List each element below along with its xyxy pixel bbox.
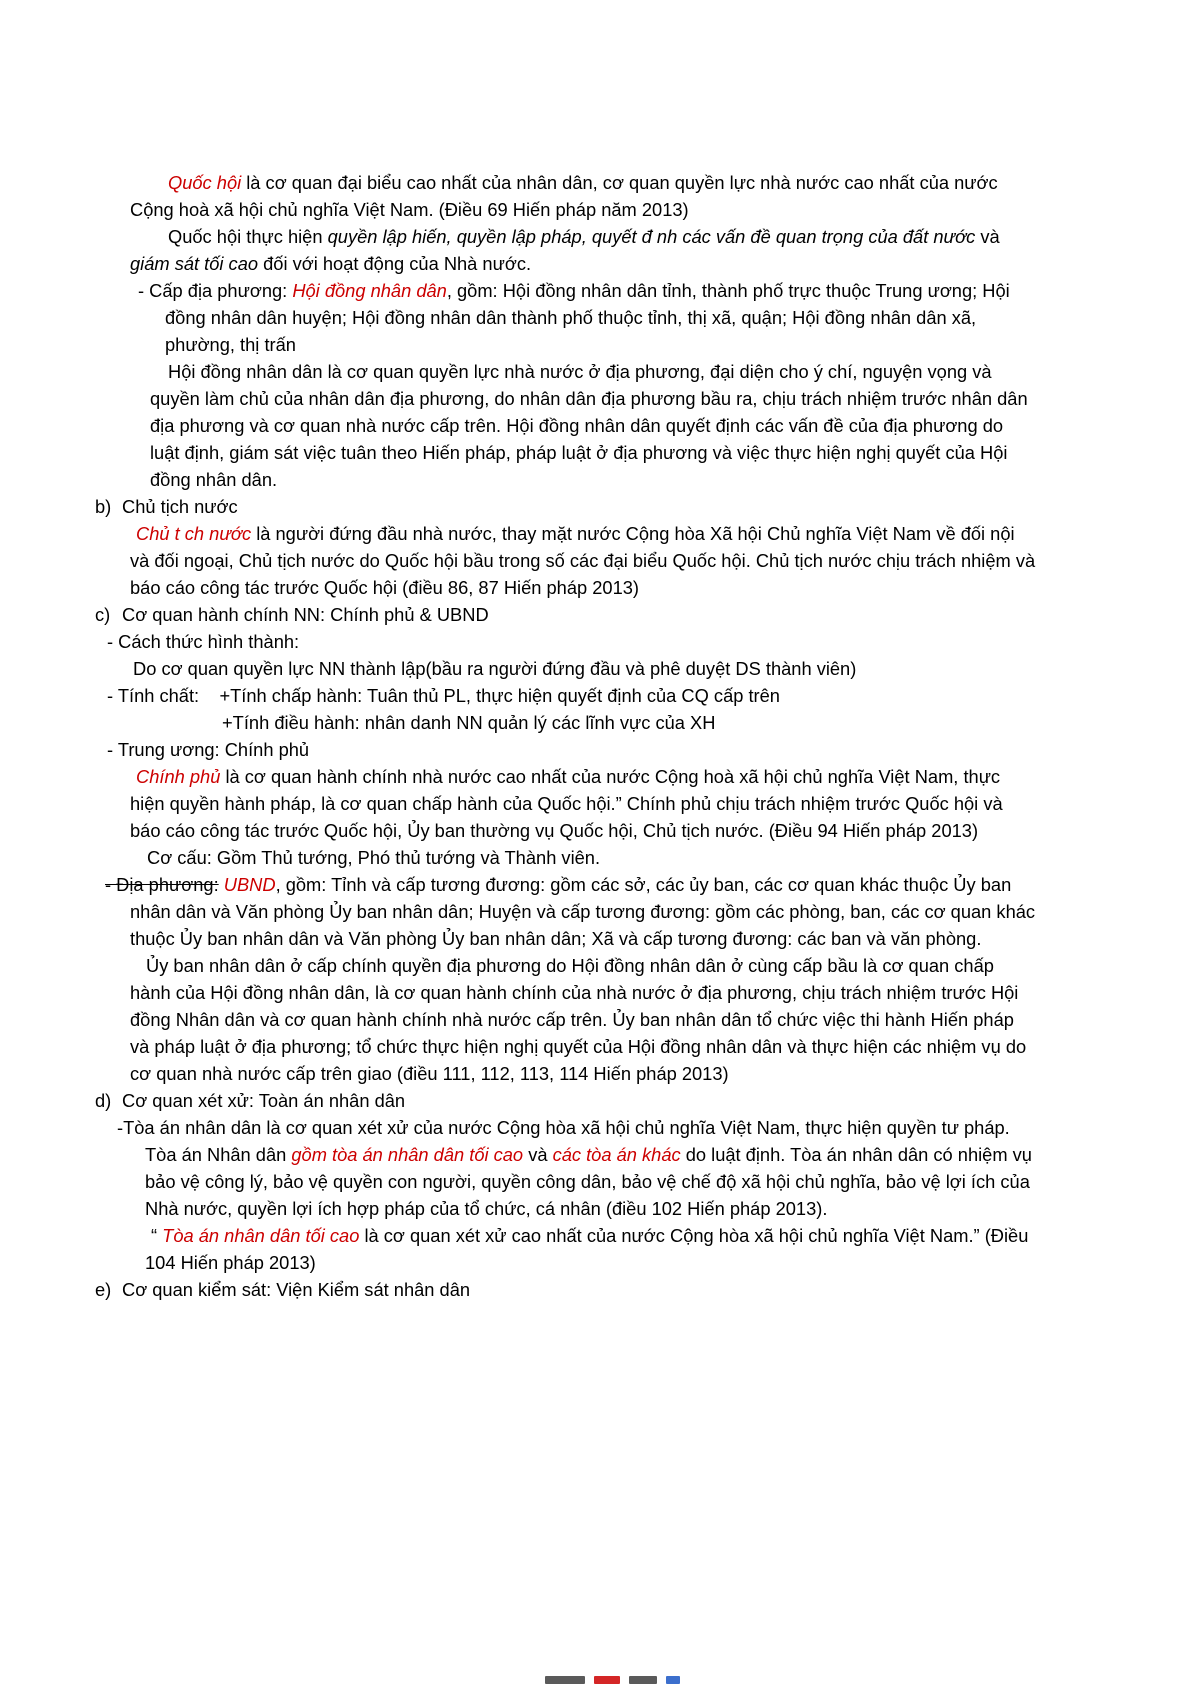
- text-run: , gồm: Tỉnh và cấp tương đương: gồm các sở, các ủy ban, các cơ quan khác thuộc Ủy ban nhân dân và Văn phòng Ủy ban nhân dân; Huyện và cấp tương đương: gồm các phòng, ban, các cơ quan khác thuộc Ủy ban nhân dân và Văn phòng Ủy ban nhân dân; Xã và cấp tương đương: các ban và văn phòng.: [130, 874, 1041, 949]
- text-run: và: [523, 1144, 553, 1165]
- para-tinh-chat-chap-hanh: [107, 682, 1036, 709]
- list-marker: b): [95, 496, 112, 517]
- text-run: quyền lập hiến, quyền lập pháp, quyết đ nh các vấn đề quan trọng của đất nước: [327, 226, 976, 247]
- text-run: và: [975, 226, 1005, 247]
- para-ubnd-mo-ta: [130, 952, 1036, 1087]
- text-run: - Tính chất: +Tính chấp hành: Tuân thủ PL, thực hiện quyết định của CQ cấp trên: [107, 685, 780, 706]
- text-run: , gồm: Hội đồng nhân dân tỉnh, thành phố trực thuộc Trung ương; Hội đồng nhân dân huyện; Hội đồng nhân dân thành phố thuộc tỉnh, thị xã, quận; Hội đồng nhân dân xã, phường, thị trấn: [165, 280, 1015, 355]
- text-run: là cơ quan hành chính nhà nước cao nhất của nước Cộng hoà xã hội chủ nghĩa Việt Nam, thực hiện quyền hành pháp, là cơ quan chấp hành của Quốc hội.” Chính phủ chịu trách nhiệm trước Quốc hội và báo cáo công tác trước Quốc hội, Ủy ban thường vụ Quốc hội, Chủ tịch nước. (Điều 94 Hiến pháp 2013): [130, 766, 1008, 841]
- cutoff-mark: [594, 1676, 620, 1684]
- para-hdnd-mo-ta: [150, 358, 1036, 493]
- text-run: +Tính điều hành: nhân danh NN quản lý các lĩnh vực của XH: [222, 712, 716, 733]
- text-run: Chủ tịch nước: [122, 496, 238, 517]
- text-run: - Cấp địa phương:: [138, 280, 293, 301]
- para-toa-an-mo-ta: [117, 1114, 1038, 1222]
- text-run: Quốc hội: [168, 172, 247, 193]
- para-chu-tich-nuoc-mo-ta: [130, 520, 1041, 601]
- text-run: “: [151, 1225, 163, 1246]
- cutoff-mark: [629, 1676, 657, 1684]
- text-run: đối với hoạt động của Nhà nước.: [258, 253, 532, 274]
- item-c-co-quan-hanh-chinh: [95, 601, 1036, 628]
- text-run: do luật định. Tòa án nhân dân có nhiệm vụ bảo vệ công lý, bảo vệ quyền con người, quyền công dân, bảo vệ chế độ xã hội chủ nghĩa, bảo vệ lợi ích của Nhà nước, quyền lợi ích hợp pháp của tổ chức, cá nhân (điều 102 Hiến pháp 2013).: [145, 1144, 1038, 1219]
- item-d-co-quan-xet-xu: [95, 1087, 1036, 1114]
- list-marker: c): [95, 604, 111, 625]
- list-marker: d): [95, 1090, 112, 1111]
- text-run: là cơ quan xét xử cao nhất của nước Cộng hòa xã hội chủ nghĩa Việt Nam.” (Điều 104 Hiến pháp 2013): [145, 1225, 1034, 1273]
- para-trung-uong-chinh-phu: [107, 736, 1036, 763]
- item-e-co-quan-kiem-sat: [95, 1276, 1036, 1303]
- para-do-co-quan-quyen-luc: [133, 655, 1036, 682]
- document-body: [95, 169, 1041, 1303]
- text-run: - Trung ương: Chính phủ: [107, 739, 310, 760]
- para-cach-thuc-hinh-thanh: [107, 628, 1036, 655]
- para-toa-an-toi-cao: [145, 1222, 1036, 1276]
- para-co-cau: [147, 844, 1036, 871]
- text-run: Hội đồng nhân dân là cơ quan quyền lực nhà nước ở địa phương, đại diện cho ý chí, nguyện vọng và quyền làm chủ của nhân dân địa phương, do nhân dân địa phương bầu ra, chịu trách nhiệm trước nhân dân địa phương và cơ quan nhà nước cấp trên. Hội đồng nhân dân quyết định các vấn đề của địa phương do luật định, giám sát việc tuân theo Hiến pháp, pháp luật ở địa phương và việc thực hiện nghị quyết của Hội đồng nhân dân.: [150, 361, 1033, 490]
- para-quoc-hoi-chuc-nang: [130, 223, 1036, 277]
- text-run: gồm tòa án nhân dân tối cao: [291, 1144, 524, 1165]
- text-run: UBND: [223, 874, 276, 895]
- text-run: Do cơ quan quyền lực NN thành lập(bầu ra người đứng đầu và phê duyệt DS thành viên): [133, 658, 857, 679]
- text-run: Cơ quan kiểm sát: Viện Kiểm sát nhân dân: [122, 1279, 471, 1300]
- list-marker: e): [95, 1279, 112, 1300]
- text-run: Chính phủ: [136, 766, 226, 787]
- para-quoc-hoi-dinh-nghia: [130, 169, 1036, 223]
- cutoff-mark: [666, 1676, 680, 1684]
- text-run: Tòa án nhân dân tối cao: [162, 1225, 365, 1246]
- para-chinh-phu-mo-ta: [130, 763, 1036, 844]
- text-run: các tòa án khác: [552, 1144, 681, 1165]
- cutoff-mark: [545, 1676, 585, 1684]
- text-run: - Cách thức hình thành:: [107, 631, 300, 652]
- text-run: là cơ quan đại biểu cao nhất của nhân dân, cơ quan quyền lực nhà nước cao nhất của nước Cộng hoà xã hội chủ nghĩa Việt Nam. (Điều 69 Hiến pháp năm 2013): [130, 172, 1003, 220]
- text-run: là người đứng đầu nhà nước, thay mặt nước Cộng hòa Xã hội Chủ nghĩa Việt Nam về đối nội và đối ngoại, Chủ tịch nước do Quốc hội bầu trong số các đại biểu Quốc hội. Chủ tịch nước chịu trách nhiệm và báo cáo công tác trước Quốc hội (điều 86, 87 Hiến pháp 2013): [130, 523, 1041, 598]
- text-run: giám sát tối cao: [130, 253, 259, 274]
- text-run: - Địa phương:: [105, 874, 219, 895]
- item-b-chu-tich-nuoc: [95, 493, 1036, 520]
- text-run: Chủ t ch nước: [136, 523, 257, 544]
- text-run: Cơ quan hành chính NN: Chính phủ & UBND: [122, 604, 489, 625]
- text-run: Cơ quan xét xử: Toàn án nhân dân: [122, 1090, 406, 1111]
- text-run: Hội đồng nhân dân: [292, 280, 447, 301]
- text-run: Cơ cấu: Gồm Thủ tướng, Phó thủ tướng và Thành viên.: [147, 847, 601, 868]
- text-run: Ủy ban nhân dân ở cấp chính quyền địa phương do Hội đồng nhân dân ở cùng cấp bầu là cơ quan chấp hành của Hội đồng nhân dân, là cơ quan hành chính của nhà nước ở địa phương, chịu trách nhiệm trước Hội đồng Nhân dân và cơ quan hành chính nhà nước cấp trên. Ủy ban nhân dân tổ chức việc thi hành Hiến pháp và pháp luật ở địa phương; tổ chức thực hiện nghị quyết của Hội đồng nhân dân và thực hiện các nhiệm vụ do cơ quan nhà nước cấp trên giao (điều 111, 112, 113, 114 Hiến pháp 2013): [130, 955, 1032, 1084]
- page-bottom-cutoff: [545, 1676, 680, 1685]
- para-cap-dia-phuong-hdnd: [138, 277, 1036, 358]
- para-dia-phuong-ubnd: [105, 871, 1041, 952]
- para-tinh-dieu-hanh: [222, 709, 1036, 736]
- text-run: -Tòa án nhân dân là cơ quan xét xử của nước Cộng hòa xã hội chủ nghĩa Việt Nam, thực hiện quyền tư pháp. Tòa án Nhân dân: [117, 1117, 1015, 1165]
- text-run: Quốc hội thực hiện: [168, 226, 328, 247]
